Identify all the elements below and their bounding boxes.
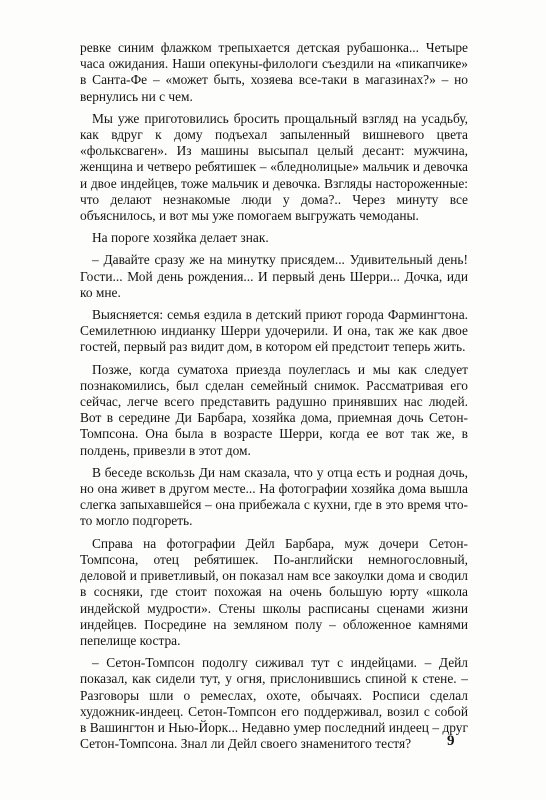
paragraph: ревке синим флажком трепыхается детская рубашонка... Четыре часа ожидания. Наши опекуны-филологи съездили на «пикапчике» в Санта-Фе – «может быть, хозяева все-таки в магазинах?» – но вернулись ни с чем. bbox=[80, 40, 468, 104]
paragraph: Мы уже приготовились бросить прощальный взгляд на усадьбу, как вдруг к дому подъехал запыленный вишневого цвета «фольксваген». Из машины высыпал целый десант: мужчина, женщина и четверо ребятишек – «бледнолицые» мальчик и девочка и двое индейцев, тоже мальчик и девочка. Взгляды настороженные: что делают незнакомые люди у дома?.. Через минуту все объяснилось, и вот мы уже помогаем выгружать чемоданы. bbox=[80, 110, 468, 224]
paragraph: Позже, когда суматоха приезда поулеглась и мы как следует познакомились, был сделан семейный снимок. Рассматривая его сейчас, легче всего представить радушно принявших нас людей. Вот в середине Ди Барбара, хозяйка дома, приемная дочь Сетон-Томпсона. Она была в возрасте Шерри, когда ее вот так же, в полдень, привезли в этот дом. bbox=[80, 361, 468, 458]
dialogue-paragraph: – Сетон-Томпсон подолгу сиживал тут с индейцами. – Дейл показал, как сидели тут, у огня, прислонившись спиной к стене. – Разговоры шли о ремеслах, охоте, обычаях. Росписи сделал художник-индеец. Сетон-Томпсон его поддерживал, возил с собой в Вашингтон и Нью-Йорк... Недавно умер последний индеец – друг Сетон-Томпсона. Знал ли Дейл своего знаменитого тестя? bbox=[80, 655, 468, 752]
page-number: 9 bbox=[447, 733, 455, 749]
text-column bbox=[80, 40, 468, 758]
paragraph: Справа на фотографии Дейл Барбара, муж дочери Сетон-Томпсона, отец ребятишек. По-английски немногословный, деловой и приветливый, он показал нам все закоулки дома и сводил в сосняки, где стоит похожая на очень большую юрту «школа индейской мудрости». Стены школы расписаны сценами жизни индейцев. Посредине на земляном полу – обложенное камнями пепелище костра. bbox=[80, 535, 468, 648]
paragraph: Выясняется: семья ездила в детский приют города Фармингтона. Семилетнюю индианку Шерри удочерили. И она, так же как двое гостей, первый раз видит дом, в котором ей предстоит теперь жить. bbox=[80, 307, 468, 355]
dialogue-paragraph: – Давайте сразу же на минутку присядем... Удивительный день! Гости... Мой день рождения... И первый день Шерри... Дочка, иди ко мне. bbox=[80, 252, 468, 300]
paragraph: На пороге хозяйка делает знак. bbox=[92, 230, 269, 246]
paragraph: В беседе вскользь Ди нам сказала, что у отца есть и родная дочь, но она живет в другом месте... На фотографии хозяйка дома вышла слегка запыхавшейся – она прибежала с кухни, где в это время что-то могло подгореть. bbox=[80, 464, 468, 529]
